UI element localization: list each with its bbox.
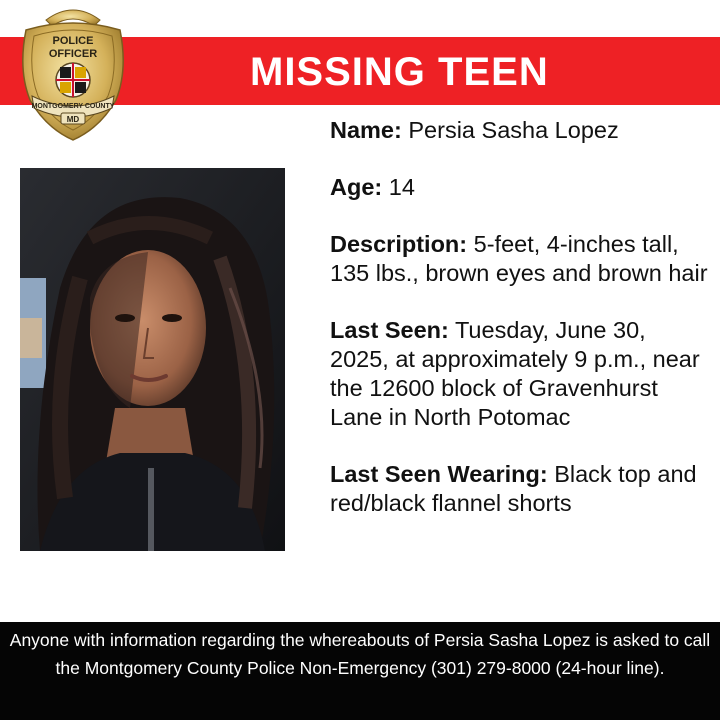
badge-text-county: MONTGOMERY COUNTY — [31, 103, 115, 110]
portrait-image — [20, 168, 285, 551]
last-seen-value: Tuesday, June 30, 2025, at approximately 9 p.m., near the 12600 block of Gravenhurst Lane in North Potomac — [330, 317, 700, 430]
description-value: 5-feet, 4-inches tall, 135 lbs., brown eyes and brown hair — [330, 231, 708, 286]
name-field — [330, 116, 710, 145]
badge-text-md: MD — [66, 115, 80, 124]
badge-text-officer: OFFICER — [48, 48, 98, 60]
contact-footer — [0, 622, 720, 720]
banner-title: MISSING TEEN — [250, 50, 549, 94]
age-field — [330, 173, 710, 202]
contact-text: Anyone with information regarding the whereabouts of Persia Sasha Lopez is asked to call the Montgomery County Police Non-Emergency (301) 279-8000 (24-hour line). — [9, 630, 711, 678]
last-seen-label: Last Seen: — [330, 317, 449, 343]
police-badge-logo — [16, 0, 130, 144]
last-seen-wearing-field — [330, 460, 710, 518]
last-seen-wearing-value: Black top and red/black flannel shorts — [330, 461, 697, 516]
badge-text-police: POLICE — [52, 35, 94, 47]
age-value: 14 — [388, 174, 415, 200]
description-label: Description: — [330, 231, 468, 257]
last-seen-field — [330, 316, 710, 432]
last-seen-wearing-label: Last Seen Wearing: — [330, 461, 548, 487]
person-details — [330, 116, 710, 546]
name-label: Name: — [330, 117, 402, 143]
description-field — [330, 230, 710, 288]
missing-person-photo — [20, 168, 285, 551]
age-label: Age: — [330, 174, 383, 200]
name-value: Persia Sasha Lopez — [408, 117, 619, 143]
